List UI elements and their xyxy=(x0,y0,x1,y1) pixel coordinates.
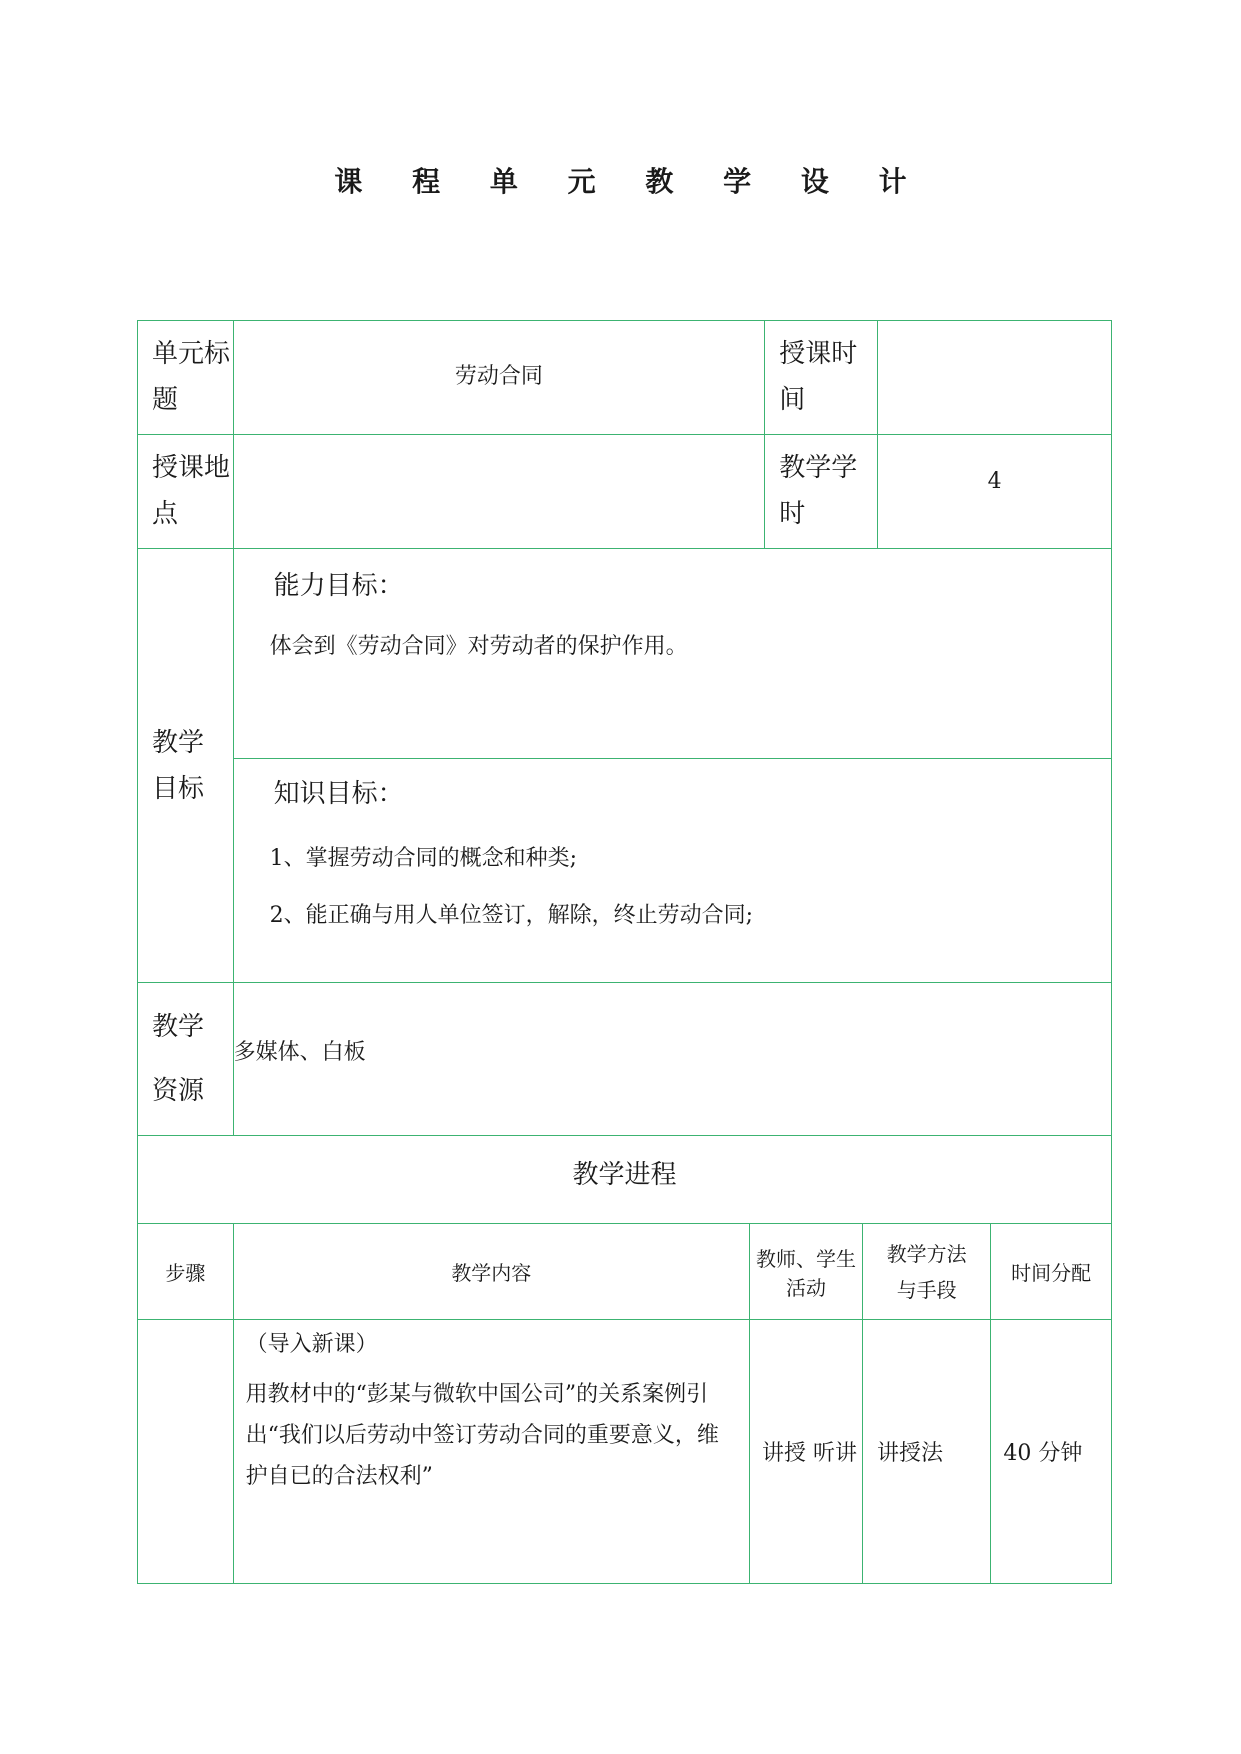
process-row-method: 讲授法 xyxy=(863,1320,991,1584)
lesson-design-table xyxy=(137,320,1112,1584)
knowledge-goal-cell xyxy=(233,759,1111,983)
label-class-hours: 教学学时 xyxy=(765,435,878,549)
knowledge-goal-heading: 知识目标： xyxy=(273,779,404,809)
process-row xyxy=(138,1320,1112,1584)
class-time-value xyxy=(878,321,1112,435)
row-ability-goal xyxy=(138,549,1112,759)
class-place-value xyxy=(233,435,765,549)
row-process-heading xyxy=(138,1136,1112,1224)
ability-goal-cell xyxy=(233,549,1111,759)
row-resources xyxy=(138,983,1112,1136)
ability-goal-text: 体会到《劳动合同》对劳动者的保护作用。 xyxy=(269,634,688,659)
col-time: 时间分配 xyxy=(991,1224,1112,1320)
label-teaching-goals-text: 教学目标 xyxy=(152,727,205,804)
class-hours-value: 4 xyxy=(878,435,1112,549)
knowledge-item-2: 2、能正确与用人单位签订，解除，终止劳动合同; xyxy=(269,903,754,928)
label-teaching-resources-text: 教学资源 xyxy=(152,1012,205,1106)
process-heading: 教学进程 xyxy=(138,1136,1112,1224)
process-content-body: 用教材中的“彭某与微软中国公司”的关系案例引出“我们以后劳动中签订劳动合同的重要意义，维护自已的合法权利” xyxy=(245,1382,719,1489)
col-activity: 教师、学生活动 xyxy=(749,1224,862,1320)
process-header-row xyxy=(138,1224,1112,1320)
label-teaching-resources xyxy=(138,983,234,1136)
ability-goal-heading: 能力目标： xyxy=(273,571,404,601)
process-row-content xyxy=(233,1320,749,1584)
teaching-resources-value: 多媒体、白板 xyxy=(233,983,1111,1136)
col-content: 教学内容 xyxy=(233,1224,749,1320)
page-title: 课 程 单 元 教 学 设 计 xyxy=(334,165,927,198)
process-content-heading: （导入新课） xyxy=(245,1332,378,1357)
unit-title-value: 劳动合同 xyxy=(233,321,765,435)
col-method: 教学方法与手段 xyxy=(863,1224,991,1320)
row-place xyxy=(138,435,1112,549)
label-class-place: 授课地点 xyxy=(138,435,234,549)
label-class-time: 授课时间 xyxy=(765,321,878,435)
process-row-time: 40 分钟 xyxy=(991,1320,1112,1584)
label-unit-title: 单元标题 xyxy=(138,321,234,435)
knowledge-item-1: 1、掌握劳动合同的概念和种类; xyxy=(269,846,578,871)
process-row-step xyxy=(138,1320,234,1584)
row-unit-title xyxy=(138,321,1112,435)
col-step: 步骤 xyxy=(138,1224,234,1320)
label-teaching-goals xyxy=(138,549,234,983)
process-row-activity: 讲授 听讲 xyxy=(749,1320,862,1584)
row-knowledge-goal xyxy=(138,759,1112,983)
